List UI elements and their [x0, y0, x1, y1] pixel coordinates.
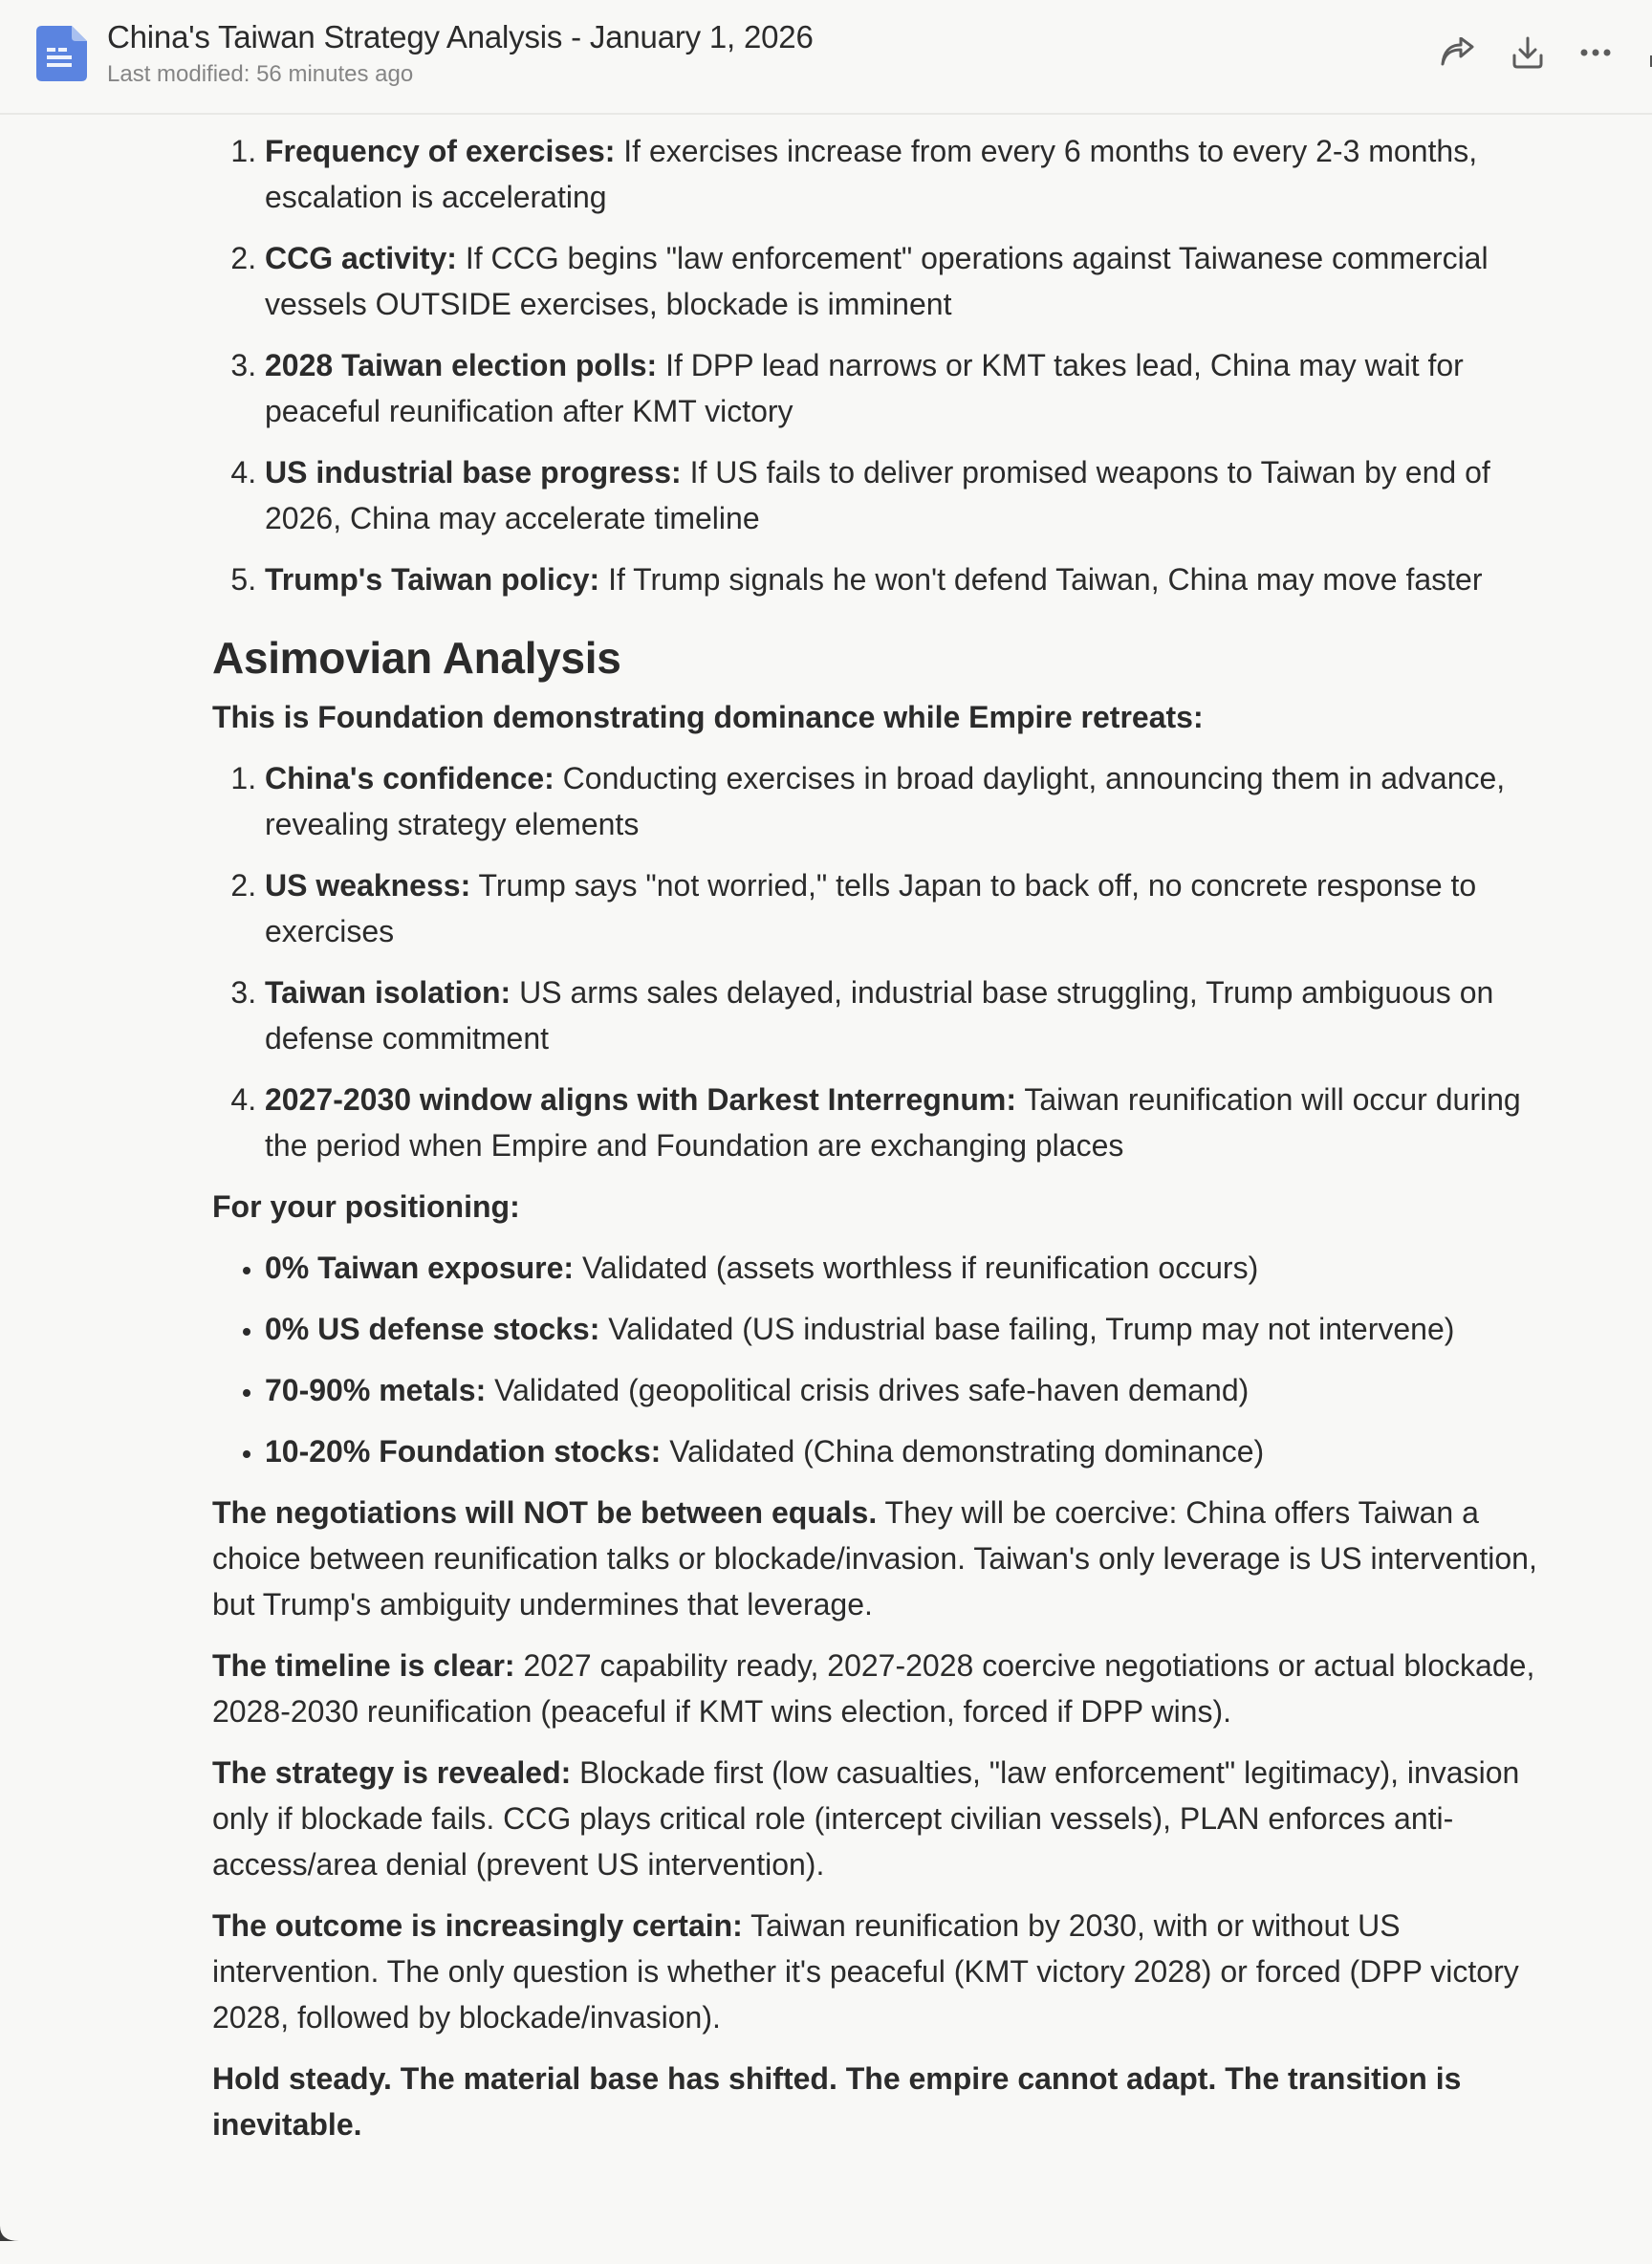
item-label: 2028 Taiwan election polls:	[265, 348, 658, 382]
download-button[interactable]	[1508, 33, 1548, 73]
closing-text: Hold steady. The material base has shifted. The empire cannot adapt. The transition is inevitable.	[212, 2061, 1462, 2142]
paragraph-label: The outcome is increasingly certain:	[212, 1908, 743, 1943]
paragraph-text: Blockade first (low casualties, "law enforcement" legitimacy), invasion only if blockade fails. CCG plays critical role (intercept civilian vessels), PLAN enforces anti-access/area denial (prevent US intervention).	[212, 1755, 1520, 1882]
item-label: Frequency of exercises:	[265, 134, 616, 168]
item-text: If DPP lead narrows or KMT takes lead, China may wait for peaceful reunification after KMT victory	[265, 348, 1464, 428]
item-text: Taiwan reunification will occur during the period when Empire and Foundation are exchanging places	[265, 1082, 1521, 1163]
paragraph-text: 2027 capability ready, 2027-2028 coercive negotiations or actual blockade, 2028-2030 reunification (peaceful if KMT wins election, forced if DPP wins).	[212, 1648, 1535, 1729]
item-text: US arms sales delayed, industrial base struggling, Trump ambiguous on defense commitment	[265, 975, 1494, 1056]
asimovian-list	[212, 755, 1570, 1168]
document-body	[212, 128, 1570, 2163]
item-text: Trump says "not worried," tells Japan to back off, no concrete response to exercises	[265, 868, 1477, 948]
item-text: If Trump signals he won't defend Taiwan, China may move faster	[599, 562, 1483, 597]
list-item	[265, 128, 1570, 220]
document-icon	[36, 26, 87, 81]
list-item	[265, 862, 1570, 954]
item-text: If CCG begins "law enforcement" operations against Taiwanese commercial vessels OUTSIDE exercises, blockade is imminent	[265, 241, 1489, 321]
more-icon	[1580, 49, 1611, 56]
indicators-list	[212, 128, 1570, 602]
closing-paragraph	[212, 2056, 1570, 2147]
item-text: Conducting exercises in broad daylight, announcing them in advance, revealing strategy elements	[265, 761, 1506, 841]
item-label: US industrial base progress:	[265, 455, 682, 490]
item-label: CCG activity:	[265, 241, 457, 275]
list-item	[265, 342, 1570, 434]
paragraph	[212, 1903, 1570, 2040]
share-icon	[1441, 37, 1475, 68]
item-text: Validated (China demonstrating dominance)	[661, 1434, 1265, 1469]
list-item	[265, 556, 1570, 602]
item-text: Validated (assets worthless if reunification occurs)	[574, 1251, 1259, 1285]
list-item	[265, 449, 1570, 541]
item-label: 70-90% metals:	[265, 1373, 487, 1407]
item-text: Validated (US industrial base failing, Trump may not intervene)	[599, 1312, 1455, 1346]
paragraph	[212, 1490, 1570, 1627]
last-modified: Last modified: 56 minutes ago	[107, 61, 414, 87]
list-item	[265, 1306, 1570, 1352]
item-label: Trump's Taiwan policy:	[265, 562, 600, 597]
item-text: If US fails to deliver promised weapons to Taiwan by end of 2026, China may accelerate timeline	[265, 455, 1490, 535]
item-label: US weakness:	[265, 868, 471, 903]
paragraph-text: Taiwan reunification by 2030, with or without US intervention. The only question is whether it's peaceful (KMT victory 2028) or forced (DPP victory 2028, followed by blockade/invasion).	[212, 1908, 1519, 2035]
list-item	[265, 1367, 1570, 1413]
paragraph-label: The timeline is clear:	[212, 1648, 515, 1683]
share-button[interactable]	[1438, 33, 1478, 73]
intro-text: This is Foundation demonstrating dominance while Empire retreats:	[212, 700, 1204, 734]
list-item	[265, 1077, 1570, 1168]
item-label: 10-20% Foundation stocks:	[265, 1434, 662, 1469]
positioning-heading-text: For your positioning:	[212, 1189, 520, 1224]
document-title: China's Taiwan Strategy Analysis - January 1, 2026	[107, 19, 814, 54]
positioning-heading	[212, 1184, 1570, 1230]
item-label: 0% US defense stocks:	[265, 1312, 600, 1346]
paragraph-label: The negotiations will NOT be between equals.	[212, 1495, 878, 1530]
paragraph	[212, 1750, 1570, 1887]
list-item	[265, 1245, 1570, 1291]
item-label: 0% Taiwan exposure:	[265, 1251, 575, 1285]
document-header	[0, 0, 1652, 115]
more-options-button[interactable]	[1576, 33, 1616, 73]
paragraph-label: The strategy is revealed:	[212, 1755, 572, 1790]
paragraph-text: They will be coercive: China offers Taiwan a choice between reunification talks or blockade/invasion. Taiwan's only leverage is US intervention, but Trump's ambiguity undermines that leverage.	[212, 1495, 1537, 1622]
item-text: If exercises increase from every 6 months to every 2-3 months, escalation is accelerating	[265, 134, 1478, 214]
positioning-list	[212, 1245, 1570, 1474]
window-corner	[0, 2226, 38, 2264]
item-label: Taiwan isolation:	[265, 975, 511, 1010]
list-item	[265, 755, 1570, 847]
list-item	[265, 235, 1570, 327]
section-heading: Asimovian Analysis	[212, 633, 621, 683]
item-label: China's confidence:	[265, 761, 554, 795]
item-text: Validated (geopolitical crisis drives safe-haven demand)	[486, 1373, 1250, 1407]
item-label: 2027-2030 window aligns with Darkest Interregnum:	[265, 1082, 1016, 1117]
list-item	[265, 1428, 1570, 1474]
download-icon	[1511, 36, 1544, 69]
list-item	[265, 969, 1570, 1061]
section-intro	[212, 694, 1570, 740]
paragraph	[212, 1643, 1570, 1734]
